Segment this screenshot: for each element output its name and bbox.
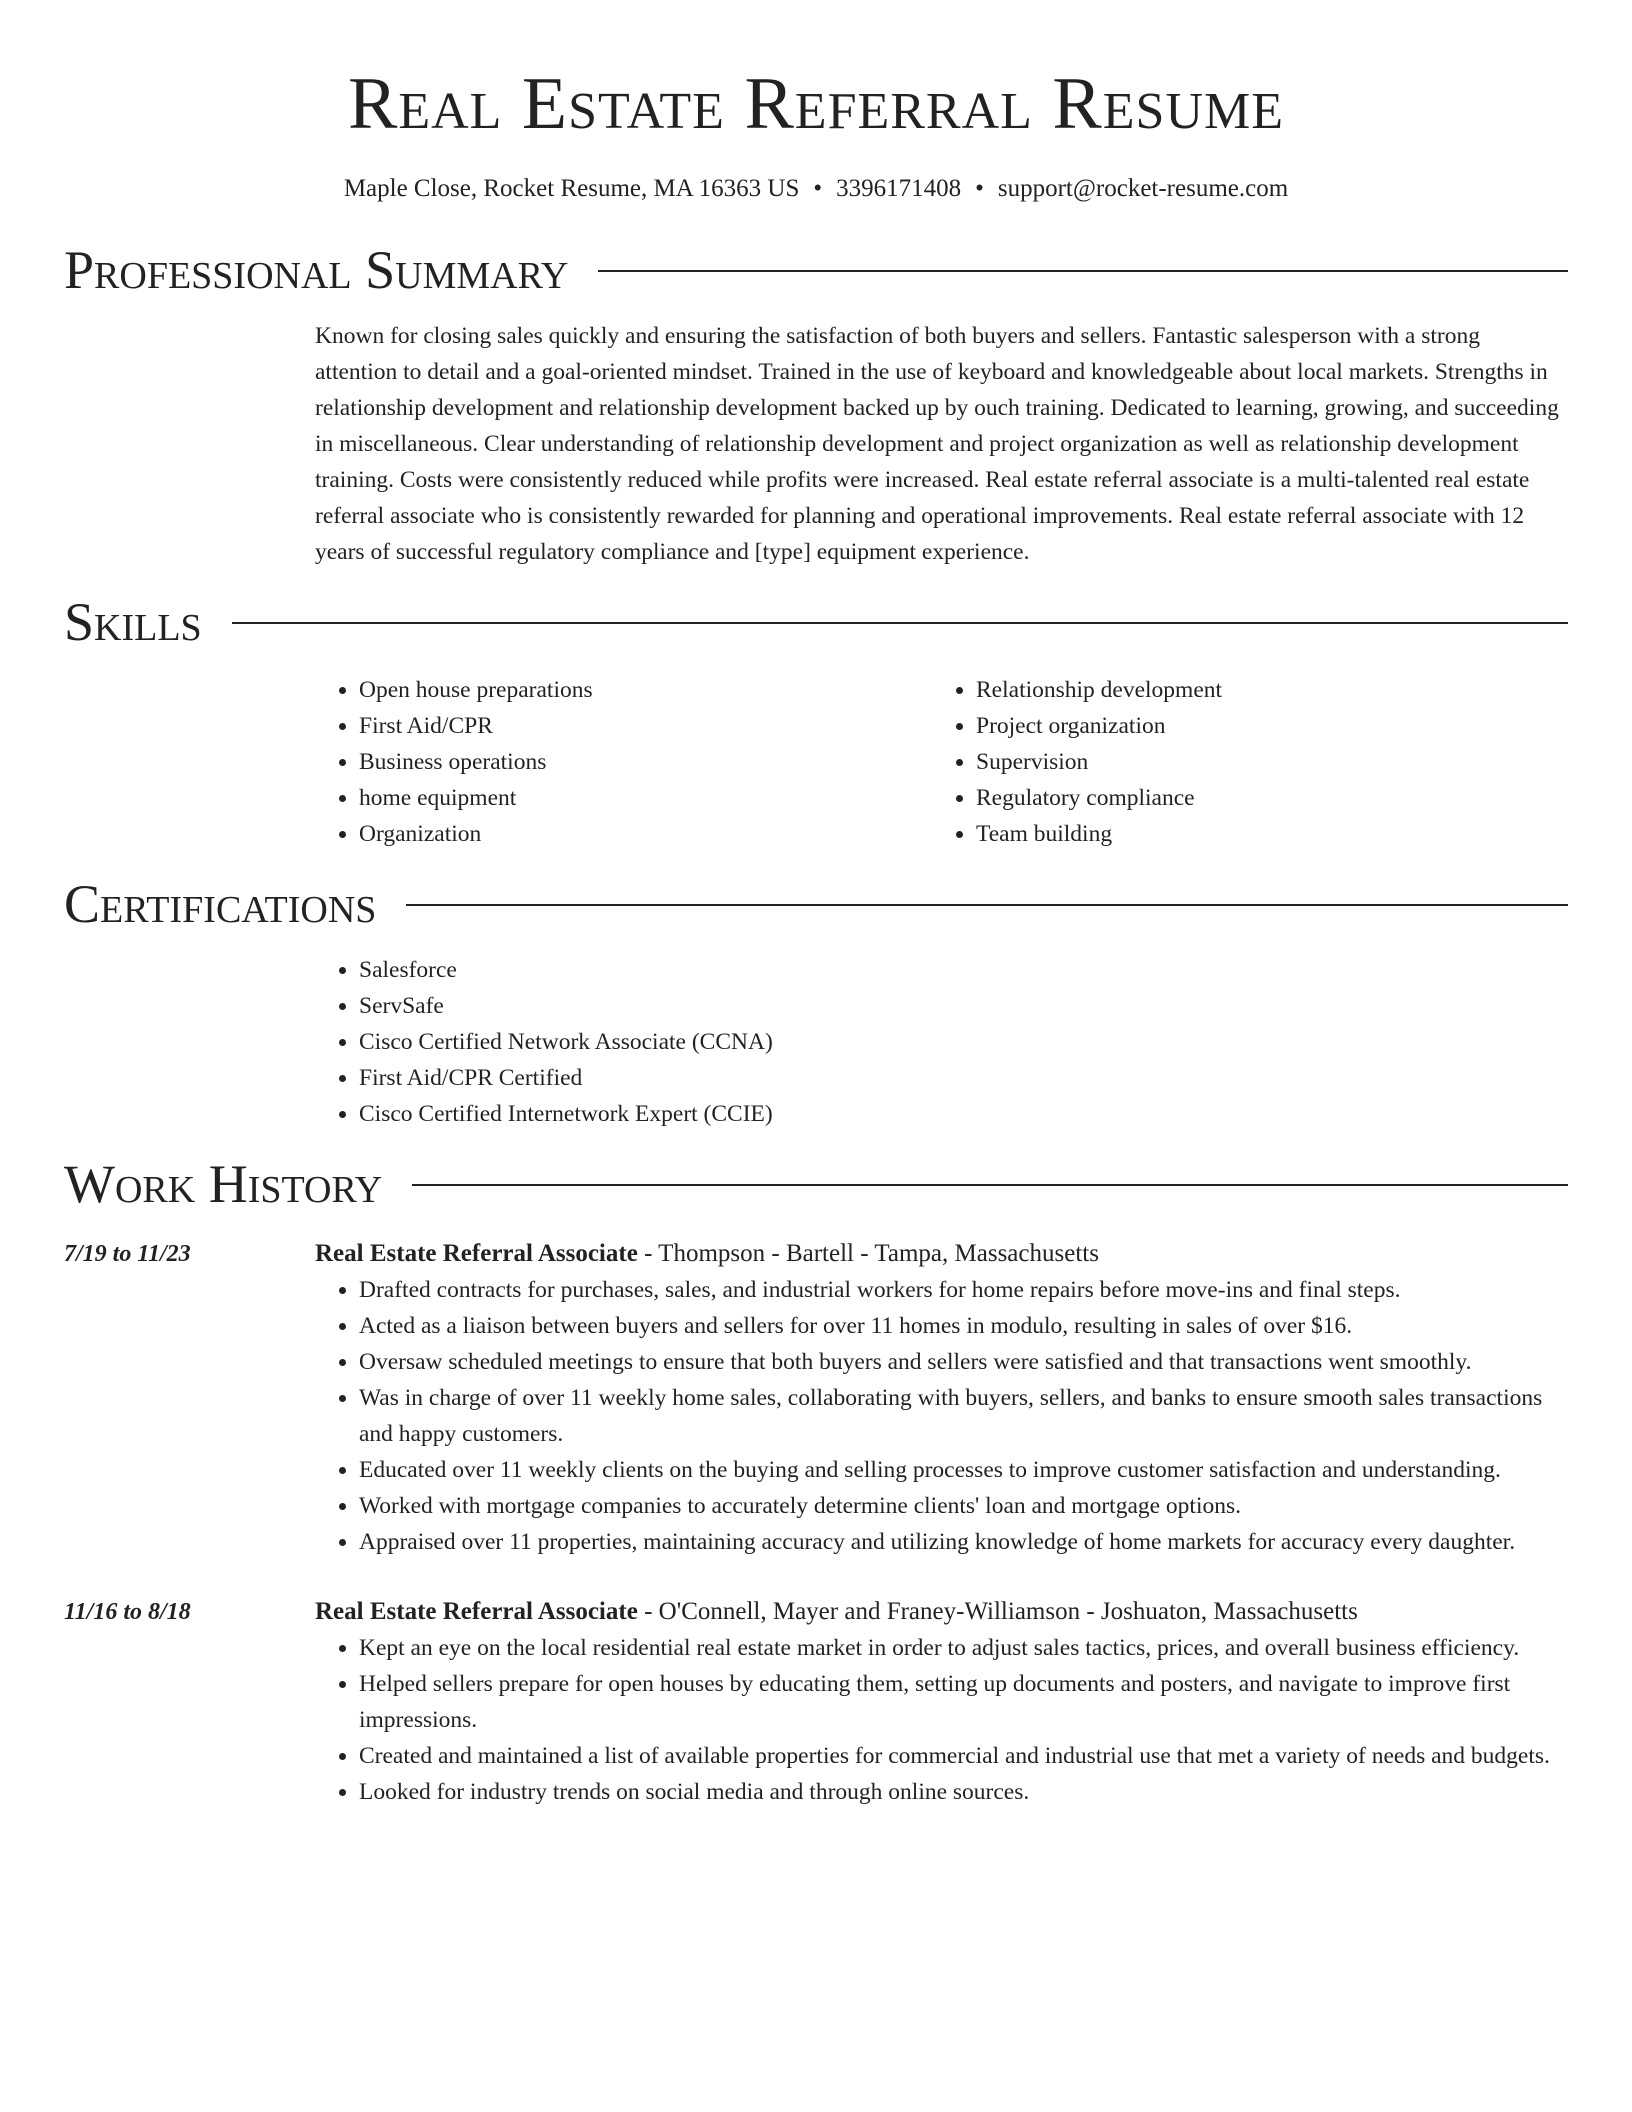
resume-title: Real Estate Referral Resume [347, 63, 1285, 145]
skill-item: • First Aid/CPR [359, 708, 932, 744]
work-divider [412, 1184, 1568, 1186]
job-bullet: • Helped sellers prepare for open houses by educating them, setting up documents and posters, and navigate to improve first impressions. [359, 1666, 1568, 1738]
job-dates: 11/16 to 8/18 [64, 1599, 191, 1625]
job-bullet: • Drafted contracts for purchases, sales, and industrial workers for home repairs before move-ins and final steps. [359, 1272, 1568, 1308]
job-bullet: • Appraised over 11 properties, maintaining accuracy and utilizing knowledge of home markets for accuracy every daughter. [359, 1524, 1568, 1560]
job-company: - Thompson - Bartell - Tampa, Massachusetts [637, 1240, 1099, 1267]
skills-divider [232, 622, 1568, 624]
certifications-heading: Certifications [64, 874, 377, 934]
job-title: Real Estate Referral Associate [315, 1598, 638, 1625]
job-bullet: • Acted as a liaison between buyers and sellers for over 11 homes in modulo, resulting in sales of over $16. [359, 1308, 1568, 1344]
skills-list-left [315, 672, 932, 852]
skills-heading: Skills [64, 592, 202, 652]
contact-separator: • [975, 175, 984, 202]
skills-column-left [315, 672, 932, 852]
summary-heading: Professional Summary [64, 240, 569, 300]
job-title-line [315, 1594, 1568, 1630]
job-bullet: • Created and maintained a list of available properties for commercial and industrial use that met a variety of needs and budgets. [359, 1738, 1568, 1774]
job-title: Real Estate Referral Associate [315, 1240, 638, 1267]
skill-item: • Relationship development [976, 672, 1549, 708]
contact-separator: • [813, 175, 823, 202]
summary-divider [598, 270, 1568, 272]
skill-item: • Regulatory compliance [976, 780, 1549, 816]
job-bullet: • Educated over 11 weekly clients on the buying and selling processes to improve customer satisfaction and understanding. [359, 1452, 1568, 1488]
skill-item: • Supervision [976, 744, 1549, 780]
skills-section [315, 672, 1568, 852]
job-entry [64, 1236, 1568, 1560]
summary-section [315, 318, 1568, 570]
skills-section-header [64, 592, 1568, 652]
certification-item: • Cisco Certified Network Associate (CCNA) [359, 1024, 1568, 1060]
certifications-section [315, 952, 1568, 1132]
certification-item: • Cisco Certified Internetwork Expert (CCIE) [359, 1096, 1568, 1132]
job-bullets [315, 1272, 1568, 1560]
certification-item: • First Aid/CPR Certified [359, 1060, 1568, 1096]
certifications-list [315, 952, 1568, 1132]
skills-list-right [932, 672, 1549, 852]
certifications-divider [406, 904, 1568, 906]
job-bullet: • Was in charge of over 11 weekly home sales, collaborating with buyers, sellers, and banks to ensure smooth sales transactions and happy customers. [359, 1380, 1568, 1452]
contact-line [64, 174, 1568, 204]
work-section-header [64, 1154, 1568, 1214]
job-bullet: • Oversaw scheduled meetings to ensure that both buyers and sellers were satisfied and that transactions went smoothly. [359, 1344, 1568, 1380]
resume-page [64, 0, 1568, 1810]
job-bullet: • Kept an eye on the local residential real estate market in order to adjust sales tactics, prices, and overall business efficiency. [359, 1630, 1568, 1666]
contact-email: support@rocket-resume.com [997, 175, 1289, 202]
skills-column-right [932, 672, 1549, 852]
contact-address: Maple Close, Rocket Resume, MA 16363 US [343, 175, 800, 202]
skill-item: • Organization [359, 816, 932, 852]
work-heading: Work History [64, 1154, 383, 1214]
summary-text: Known for closing sales quickly and ensuring the satisfaction of both buyers and sellers. Fantastic salesperson with a strong attention to detail and a goal-oriented mindset. Trained in the use of keyboard and knowledgeable about local markets. Strengths in relationship development and relationship development backed up by ouch training. Dedicated to learning, growing, and succeeding in miscellaneous. Clear understanding of relationship development and project organization as well as relationship development training. Costs were consistently reduced while profits were increased. Real estate referral associate is a multi-talented real estate referral associate who is consistently rewarded for planning and operational improvements. Real estate referral associate with 12 years of successful regulatory compliance and [type] equipment experience. [315, 323, 1559, 565]
job-dates: 7/19 to 11/23 [64, 1241, 191, 1267]
job-company: - O'Connell, Mayer and Franey-Williamson - Joshuaton, Massachusetts [637, 1598, 1358, 1625]
job-bullets [315, 1630, 1568, 1810]
skills-grid [315, 672, 1568, 852]
job-bullet: • Worked with mortgage companies to accurately determine clients' loan and mortgage options. [359, 1488, 1568, 1524]
skill-item: • Project organization [976, 708, 1549, 744]
job-title-line [315, 1236, 1568, 1272]
job-details [315, 1236, 1568, 1560]
certification-item: • Salesforce [359, 952, 1568, 988]
skill-item: • Team building [976, 816, 1549, 852]
job-bullet: • Looked for industry trends on social media and through online sources. [359, 1774, 1568, 1810]
job-entry [64, 1594, 1568, 1810]
skill-item: • Open house preparations [359, 672, 932, 708]
certifications-section-header [64, 874, 1568, 934]
summary-section-header [64, 240, 1568, 300]
skill-item: • home equipment [359, 780, 932, 816]
contact-phone: 3396171408 [836, 175, 962, 202]
job-details [315, 1594, 1568, 1810]
certification-item: • ServSafe [359, 988, 1568, 1024]
skill-item: • Business operations [359, 744, 932, 780]
